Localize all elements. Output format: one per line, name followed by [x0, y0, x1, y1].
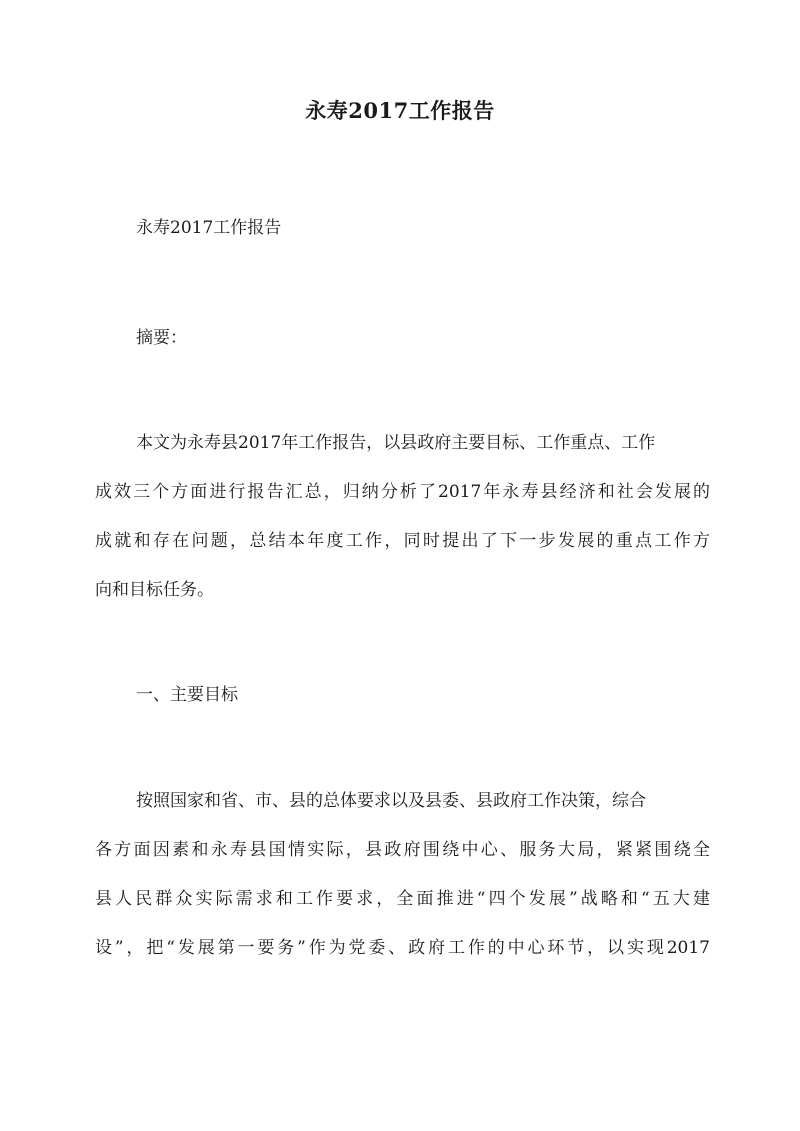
abstract-label: 摘要：	[136, 328, 187, 348]
abstract-paragraph-line: 成效三个方面进行报告汇总，归纳分析了2017年永寿县经济和社会发展的	[95, 482, 710, 502]
section-heading: 一、主要目标	[136, 685, 238, 705]
document-title: 永寿2017工作报告	[305, 98, 495, 123]
section-paragraph-line: 设”，把“发展第一要务”作为党委、政府工作的中心环节，以实现2017	[95, 938, 710, 958]
section-paragraph-line: 各方面因素和永寿县国情实际，县政府围绕中心、服务大局，紧紧围绕全	[95, 840, 710, 860]
document-subtitle: 永寿2017工作报告	[136, 218, 282, 238]
abstract-paragraph-line: 向和目标任务。	[95, 580, 214, 600]
abstract-paragraph-line: 本文为永寿县2017年工作报告，以县政府主要目标、工作重点、工作	[136, 433, 656, 453]
abstract-paragraph-line: 成就和存在问题，总结本年度工作，同时提出了下一步发展的重点工作方	[95, 531, 710, 551]
section-paragraph-line: 按照国家和省、市、县的总体要求以及县委、县政府工作决策，综合	[136, 791, 646, 811]
section-paragraph-line: 县人民群众实际需求和工作要求，全面推进“四个发展”战略和“五大建	[95, 889, 710, 909]
